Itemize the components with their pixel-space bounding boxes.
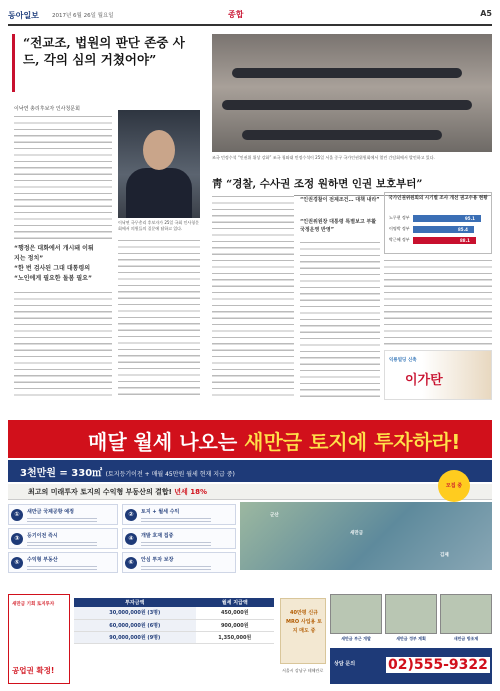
pull-quote-line: “노인에게 필요한 돌봄 필요” [14, 275, 92, 282]
article-right-body-1 [212, 194, 294, 400]
map-thumbnail [330, 594, 382, 634]
quote-text: “전교조, 법원의 판단 존중 사드, 각의 심의 거쳤어야” [23, 35, 185, 67]
newspaper-logo: 동아일보 [8, 10, 39, 20]
ad-tagline: 익룡빌딩 신축 [389, 358, 417, 363]
pull-quote-line: “행정은 대화에서 개시돼 이뤄 [14, 245, 94, 252]
saemangeum-map-image [240, 502, 492, 570]
graph-value-park: 88.1 [460, 238, 470, 243]
pull-quote-line: “한 번 검사된 그대 대통령의 [14, 265, 91, 272]
article-right-subhead-1: “인권경찰이 전제조건… 대책 내라” [300, 197, 380, 203]
photo-figure-face [143, 130, 175, 170]
map-label: 군산 [270, 513, 279, 518]
map-thumbnail [440, 594, 492, 634]
table-row: 90,000,000원 (9명) 1,350,000원 [74, 631, 274, 643]
quote-credit: 이낙연 총리후보자 인사청문회 [14, 106, 80, 112]
graph-value-lee: 85.4 [458, 227, 468, 232]
article-right-headline: 靑 “경찰, 수사권 조정 원하면 인권 보호부터” [212, 176, 492, 196]
yield-prefix: 최고의 미래투자 토지의 수익형 부동산의 결합! [28, 488, 175, 496]
article-right-body-3 [384, 258, 492, 346]
map-thumbnail [385, 594, 437, 634]
article-left-body-2 [14, 290, 112, 400]
ad-brand: 이가탄 [405, 373, 443, 388]
graph-row-label: 이명박 정부 [389, 226, 410, 231]
feature-item: ② 토지 + 월세 수익 [122, 504, 236, 525]
article-middle-body [118, 238, 200, 400]
investment-table [74, 598, 274, 644]
price-main: 3천만원 = 330㎡ [20, 468, 103, 479]
banner-title-highlight: 새만금 토지에 투자하라! [244, 430, 461, 454]
banner-title-main: 매달 월세 나오는 [88, 430, 245, 454]
photo-figures-row [242, 130, 442, 140]
phone-number[interactable]: 02)555-9322 [388, 657, 488, 673]
acceptance-rate-graph [384, 192, 492, 254]
meeting-caption: 조국 민정수석 “인권위 위상 강화” 조국 청와대 민정수석이 25일 서울 중구 국가인권위원회에서 열린 간담회에서 발언하고 있다. [212, 155, 435, 160]
graph-title: 국가인권위원회의 시기별 조사 개선 권고수용 현황 [388, 196, 488, 201]
feature-item: ⑥ 안심 투자 보장 [122, 552, 236, 573]
table-row: 60,000,000원 (6명) 900,000원 [74, 619, 274, 631]
banner-price [8, 460, 492, 482]
advertisement-small[interactable] [384, 350, 492, 400]
contact-label: 상담 문의 [334, 661, 356, 667]
feature-item: ③ 등기이전 즉시 [8, 528, 118, 549]
pull-quote-line: 지는 정치” [14, 255, 44, 262]
callout-top: 새만금 기회 토지투자 [12, 602, 55, 607]
page-number: A5 [480, 9, 492, 18]
photo-figures-row [222, 100, 472, 110]
table-row: 30,000,000원 (3명) 450,000원 [74, 607, 274, 619]
map-thumbnail-label: 새만금 부근 개발 [341, 636, 371, 641]
banner-yield [8, 484, 492, 500]
yield-highlight: 년세 18% [174, 488, 208, 496]
table-header: 월세 지급액 [196, 598, 274, 607]
graph-value-roh: 95.1 [465, 216, 475, 221]
article-right-subhead-2: “인권위원장 대통령 특별보고 부활 국정운영 반영” [300, 219, 377, 233]
map-thumbnail-label: 새만금 정부 계획 [396, 636, 426, 641]
map-label: 새만금 [350, 531, 364, 536]
article-left-body-1 [14, 114, 112, 240]
industrial-zone-callout [8, 594, 70, 684]
photo-meeting [212, 34, 492, 152]
advertisement-banner[interactable] [0, 412, 500, 691]
issue-date: 2017년 6월 26일 월요일 [52, 13, 114, 19]
feature-item: ① 새만금 국제공항 예정 [8, 504, 118, 525]
headline-quote [12, 34, 200, 92]
callout-bottom: 공업권 확정! [12, 666, 55, 675]
feature-item: ④ 개발 호재 집중 [122, 528, 236, 549]
map-label: 김제 [440, 553, 449, 558]
recruiting-badge: 모집 중 [438, 470, 470, 502]
feature-item: ⑤ 수익형 부동산 [8, 552, 118, 573]
page-header [8, 6, 492, 26]
article-right-body-2 [300, 240, 380, 400]
development-maps [330, 594, 492, 644]
contact-box[interactable] [330, 648, 492, 684]
table-header: 투자금액 [74, 598, 196, 607]
map-thumbnail-label: 새만금 방조제 [453, 636, 479, 641]
address-text: 서울시 강남구 테헤란로 [282, 668, 324, 673]
banner-title [8, 420, 492, 458]
mro-tag: 40만평 신규 MRO 사업용 토지 매도 중 [280, 598, 326, 664]
photo-figure-suit [126, 168, 192, 218]
photo-lee-caption: 이낙연 국무총리 후보자가 25일 국회 인사청문회에서 의원들의 질문에 답하고 있다. [118, 220, 199, 231]
graph-row-label: 노무현 정부 [389, 215, 410, 220]
section-label: 종합 [228, 10, 244, 19]
photo-lee-nak-yeon [118, 110, 200, 218]
graph-row-label: 박근혜 정부 [389, 237, 410, 242]
pull-quote [14, 244, 109, 284]
price-note: (토지등기이전 + 매월 45만원 월세 현재 지급 중) [105, 471, 235, 478]
photo-figures-row [232, 68, 462, 78]
